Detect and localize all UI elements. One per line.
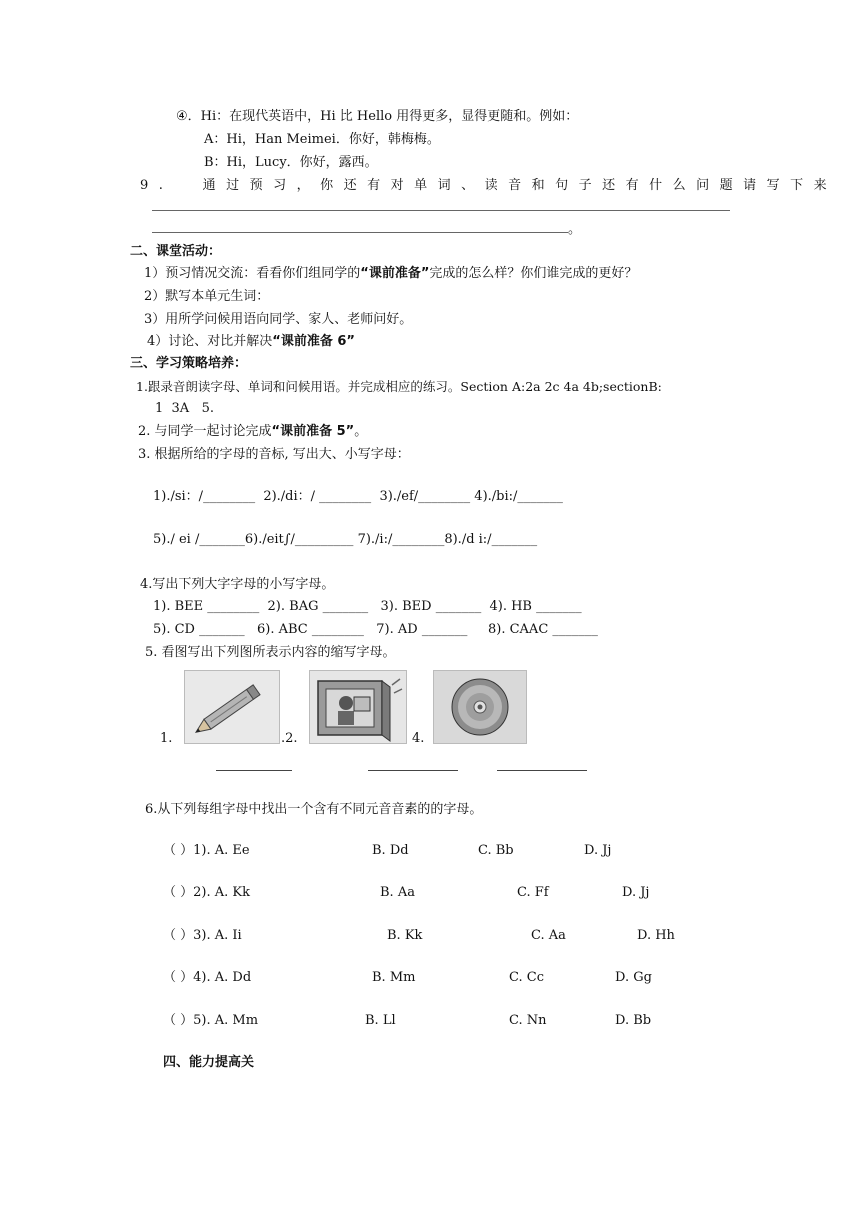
picture-answer-4[interactable] [497, 770, 587, 771]
section-4-title: 四、能力提高关 [163, 1055, 255, 1070]
cd-picture [433, 670, 527, 744]
cd-disc-icon [434, 671, 526, 743]
section-2-title: 二、课堂活动： [130, 244, 222, 259]
mc-option-b: B. Dd [372, 843, 409, 858]
pencil-picture [184, 670, 280, 744]
question-9: 9. 通过预习，你还有对单词、读音和句子还有什么问题请写下来 [140, 178, 838, 193]
abbr-row-2: 5). CD _______ 6). ABC ________ 7). AD _______ 8). CAAC _______ [153, 622, 598, 637]
note-hi-example-a: A：Hi，Han Meimei．你好，韩梅梅。 [204, 132, 440, 147]
section-3-item-1-cont: 1 3A 5. [155, 401, 214, 416]
note-hi-intro: ④．Hi：在现代英语中，Hi 比 Hello 用得更多，显得更随和。例如： [176, 109, 579, 124]
mc-option-d: D. Gg [615, 970, 652, 985]
mc-option-c: C. Bb [478, 843, 514, 858]
mc-option-d: D. Hh [637, 928, 675, 943]
abc-book-icon [310, 671, 406, 743]
section-2-item-1: 1）预习情况交流：看看你们组同学的“课前准备”完成的怎么样？你们谁完成的更好？ [144, 266, 638, 281]
mc-option-b: B. Ll [365, 1013, 396, 1028]
section-2-item-3: 3）用所学问候用语向同学、家人、老师问好。 [144, 312, 413, 327]
mc-option-c: C. Nn [509, 1013, 547, 1028]
mc-question-5: （ ）5). A. Mm [163, 1013, 259, 1028]
pencil-icon [185, 671, 279, 743]
mc-question-1: （ ）1). A. Ee [163, 843, 250, 858]
phonetic-row-2: 5)./ ei /_______6)./eit∫/_________ 7)./i:/________8)./d i:/_______ [153, 532, 538, 547]
abbr-row-1: 1). BEE ________ 2). BAG _______ 3). BED _______ 4). HB _______ [153, 599, 582, 614]
section-3-item-1: 1.跟录音朗读字母、单词和问候用语。并完成相应的练习。Section A:2a 2c 4a 4b;sectionB: [136, 379, 662, 394]
mc-option-b: B. Kk [387, 928, 423, 943]
mc-question-4: （ ）4). A. Dd [163, 970, 252, 985]
section-3-item-4: 4.写出下列大字字母的小写字母。 [140, 577, 335, 592]
phonetic-row-1: 1)./si：/________ 2)./di：/ ________ 3)./ef/________ 4)./bi:/_______ [153, 489, 563, 504]
mc-option-b: B. Mm [372, 970, 416, 985]
section-2-item-4: 4）讨论、对比并解决“课前准备 6” [147, 334, 355, 349]
picture-answer-2[interactable] [368, 770, 458, 771]
mc-option-c: C. Ff [517, 885, 549, 900]
picture-answer-1[interactable] [216, 770, 292, 771]
section-2-item-2: 2）默写本单元生词： [144, 289, 270, 304]
mc-option-d: D. Bb [615, 1013, 652, 1028]
abc-book-picture [309, 670, 407, 744]
picture-label-2: .2. [281, 731, 298, 746]
mc-option-d: D. Jj [622, 885, 650, 900]
answer-line-2 [152, 232, 568, 233]
mc-option-c: C. Aa [531, 928, 566, 943]
note-hi-example-b: B：Hi，Lucy．你好，露西。 [204, 155, 378, 170]
mc-option-b: B. Aa [380, 885, 415, 900]
mc-option-d: D. Jj [584, 843, 612, 858]
section-3-item-3: 3. 根据所给的字母的音标, 写出大、小写字母： [138, 447, 410, 462]
section-3-item-6: 6.从下列每组字母中找出一个含有不同元音音素的的字母。 [145, 802, 483, 817]
section-3-item-2: 2. 与同学一起讨论完成“课前准备 5”。 [138, 424, 368, 439]
picture-label-4: 4. [412, 731, 425, 746]
answer-line-1 [152, 210, 730, 211]
mc-option-c: C. Cc [509, 970, 544, 985]
picture-label-1: 1. [160, 731, 173, 746]
answer-line-end: 。 [568, 222, 582, 237]
mc-question-3: （ ）3). A. Ii [163, 928, 242, 943]
section-3-item-5: 5. 看图写出下列图所表示内容的缩写字母。 [145, 645, 396, 660]
section-3-title: 三、学习策略培养： [130, 356, 248, 371]
mc-question-2: （ ）2). A. Kk [163, 885, 250, 900]
